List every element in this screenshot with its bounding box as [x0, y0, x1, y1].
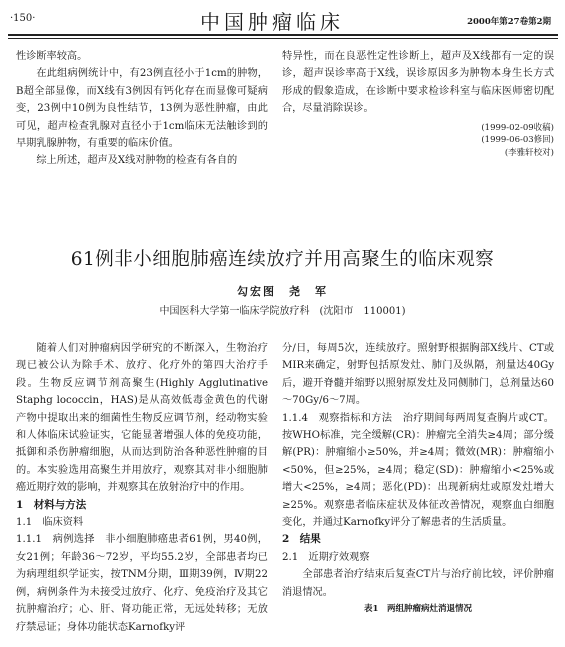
paragraph: 全部患者治疗结束后复查CT片与治疗前比较，评价肿瘤消退情况。 — [282, 569, 554, 598]
paragraph: 1.1.1 病例选择 非小细胞肺癌患者61例，男40例，女21例；年龄36～72岁，平均55.2岁，全部患者均已为病理组织学证实，按TNM分期，Ⅲ期39例，Ⅳ期22例，病例条件为未接受过放疗、化疗、免疫治疗及其它抗肿瘤治疗；心、肝、肾功能正常，无远处转移；无放疗禁忌证；身体功能状态Karnofky评 — [16, 534, 268, 633]
paragraph: 特异性，而在良恶性定性诊断上，超声及X线都有一定的误诊，超声误诊率高于X线，误诊原因多为肿物本身生长方式形成的假象造成，在诊断中要求检诊科室与临床医师密切配合，尽量消除误诊。 — [282, 51, 554, 115]
journal-issue: 2000年第27卷第2期 — [467, 17, 551, 27]
proofreader: (李雅轩校对) — [504, 147, 554, 158]
section-heading: 2 结果 — [282, 533, 321, 546]
paragraph: 性诊断率较高。 — [16, 51, 88, 62]
prev-article-right-column — [282, 48, 554, 159]
article-dates — [282, 122, 554, 160]
intro-paragraph: 随着人们对肿瘤病因学研究的不断深入，生物治疗现已被公认为除手术、放疗、化疗外的第四大治疗手段。生物反应调节剂高聚生(Highly Agglutinative Staphg lococcin，HAS)是从高效低毒金黄色的代谢产物中提取出来的细菌性生物反应调节剂，经动物实验和人体临床试验证实，它能显著增强人体的免疫功能，抵御和杀伤肿瘤细胞，从而达到防治各种恶性肿瘤的目的。本实验选用高聚生并用放疗，观察其对非小细胞肺癌近期疗效的影响，并观察其在放射治疗中的作用。 — [16, 343, 268, 494]
revised-date: (1999-06-03修回) — [481, 135, 554, 146]
paragraph: 1.1.4 观察指标和方法 治疗期间每两周复查胸片或CT。按WHO标准，完全缓解(CR)：肿瘤完全消失≥4周；部分缓解(PR)：肿瘤缩小≥50%，并≥4周；微效(MR)：肿瘤缩小<50%，但≥25%，≥4周；稳定(SD)：肿瘤缩小<25%或增大<25%，≥4周；恶化(PD)：出现新病灶或原发灶增大≥25%。观察患者临床症状及体征改善情况，观察血白细胞变化，并通过Karnofky评分了解患者的生活质量。 — [282, 412, 554, 529]
prev-article-left-column — [16, 48, 268, 170]
table-caption: 表1 两组肿瘤病灶消退情况 — [364, 604, 472, 615]
header-rule-thick — [8, 34, 558, 36]
section-heading: 1 材料与方法 — [16, 498, 87, 511]
paragraph: 在此组病例统计中，有23例直径小于1cm的肿物，B超全部显像，而X线有3例因有钙化存在而显像可疑病变，23例中10例为良性结节，13例为恶性肿瘤，由此可见，超声检查乳腺对直径小于1cm临床无法触诊到的早期乳腺肿物，有重要的临床价值。 — [16, 68, 268, 150]
body-right-column — [282, 340, 554, 619]
body-left-column — [16, 340, 268, 636]
subsection-heading: 2.1 近期疗效观察 — [282, 551, 370, 563]
page-number: ·150· — [10, 13, 36, 24]
article-title: 61例非小细胞肺癌连续放疗并用高聚生的临床观察 — [70, 249, 495, 270]
subsection-heading: 1.1 临床资料 — [16, 517, 84, 529]
received-date: (1999-02-09收稿) — [481, 122, 554, 133]
article-authors: 勾宏图 尧 军 — [237, 285, 328, 298]
paragraph: 综上所述，超声及X线对肿物的检查有各自的 — [36, 155, 238, 167]
journal-title: 中国肿瘤临床 — [200, 10, 344, 34]
article-affiliation: 中国医科大学第一临床学院放疗科 (沈阳市 110001) — [159, 306, 406, 317]
paragraph: 分/日，每周5次，连续放疗。照射野根据胸部X线片、CT或MIR来确定，射野包括原发灶、肺门及纵隔，剂量达40Gy后，避开脊髓并缩野以照射原发灶及同侧肺门，总剂量达60～70Gy/6～7周。 — [282, 343, 554, 407]
page-header — [0, 0, 565, 40]
header-rule-thin — [8, 38, 558, 39]
